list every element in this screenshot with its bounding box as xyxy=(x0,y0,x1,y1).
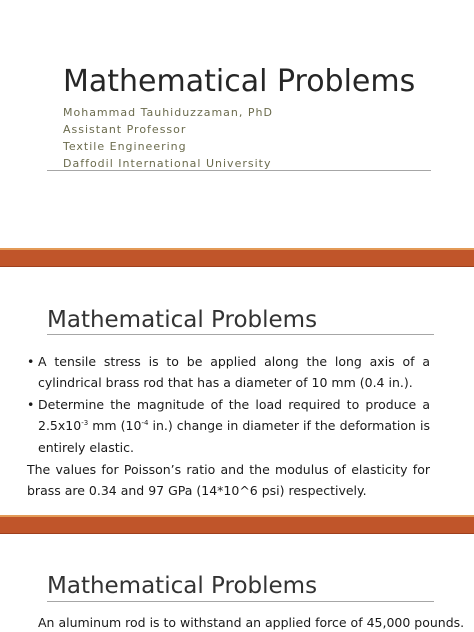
slide-heading: Mathematical Problems xyxy=(47,573,318,599)
title-divider xyxy=(47,170,431,171)
paragraph-line-1: The values for Poisson’s ratio and the modulus of elasticity for xyxy=(27,462,430,477)
bullet-2-text-c: in.) change in diameter if the deformation is xyxy=(148,418,430,433)
bullet-2-line-2 xyxy=(38,418,430,433)
bullet-2-line-1: Determine the magnitude of the load required to produce a xyxy=(38,397,430,412)
bullet-2-line-3: entirely elastic. xyxy=(38,440,134,455)
bullet-1-line-2: cylindrical brass rod that has a diameter of 10 mm (0.4 in.). xyxy=(38,375,413,390)
paragraph-line-2: brass are 0.34 and 97 GPa (14*10^6 psi) respectively. xyxy=(27,483,367,498)
slide-heading: Mathematical Problems xyxy=(47,307,318,333)
author-name: Mohammad Tauhiduzzaman, PhD xyxy=(63,106,273,119)
problem-slide-2 xyxy=(0,535,474,632)
slide-separator xyxy=(0,515,474,534)
heading-divider xyxy=(47,601,434,602)
bullet-2-text-b: mm (10 xyxy=(88,418,142,433)
exponent: -4 xyxy=(141,419,149,427)
problem-text: An aluminum rod is to withstand an applied force of 45,000 pounds. xyxy=(38,615,465,630)
author-university: Daffodil International University xyxy=(63,157,272,170)
problem-slide xyxy=(0,268,474,515)
author-position: Assistant Professor xyxy=(63,123,187,136)
bullet-1-line-1: A tensile stress is to be applied along the long axis of a xyxy=(38,354,430,369)
slide-title: Mathematical Problems xyxy=(63,64,416,99)
slide-separator xyxy=(0,248,474,267)
author-department: Textile Engineering xyxy=(63,140,187,153)
bullet-marker: • xyxy=(27,354,35,369)
bullet-2-text-a: 2.5x10 xyxy=(38,418,82,433)
exponent: -3 xyxy=(81,419,89,427)
title-slide xyxy=(0,0,474,248)
heading-divider xyxy=(47,334,434,335)
bullet-marker: • xyxy=(27,397,35,412)
